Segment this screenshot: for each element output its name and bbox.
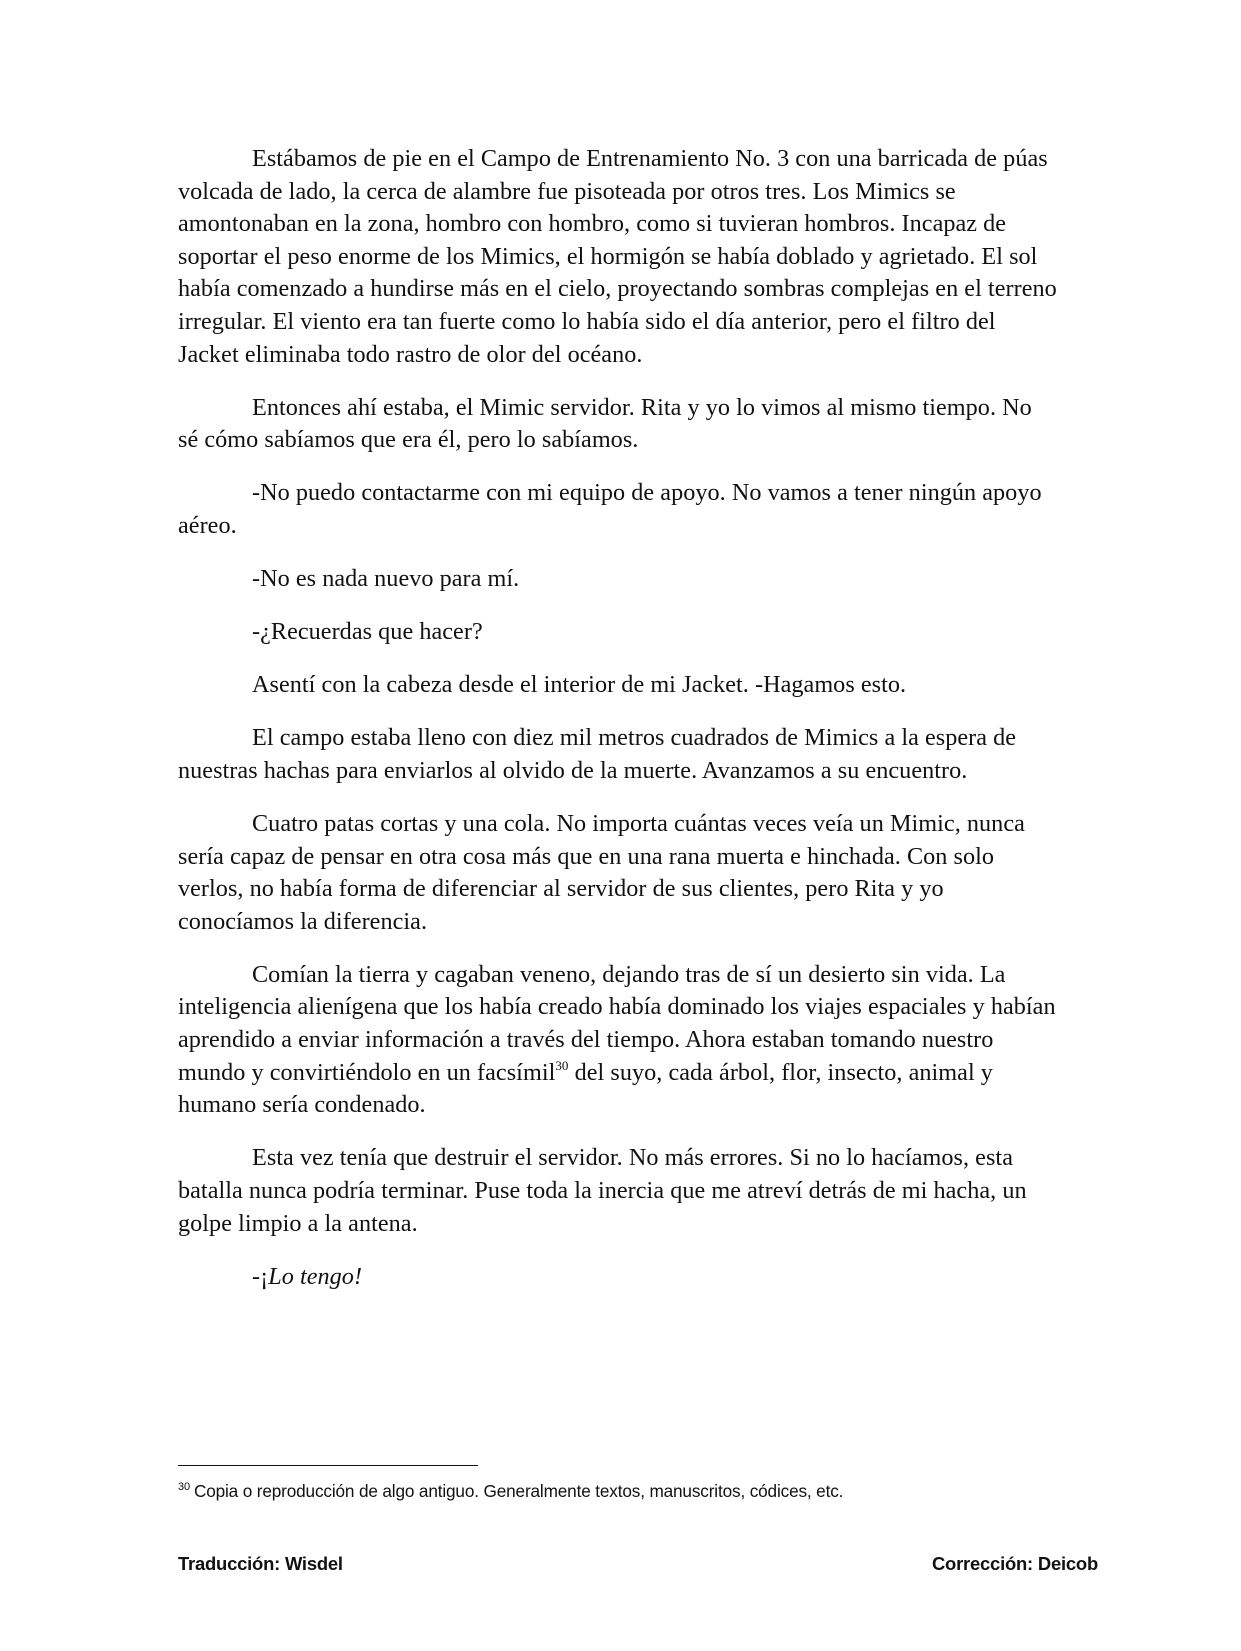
footer-correction-credit: Corrección: Deicob [931, 1553, 1098, 1574]
footnote-reference[interactable]: 30 [555, 1057, 569, 1073]
body-text [178, 143, 1058, 1314]
dialogue-paragraph: -No es nada nuevo para mí. [252, 565, 520, 593]
paragraph: El campo estaba lleno con diez mil metros cuadrados de Mimics a la espera de nuestras hachas para enviarlos al olvido de la muerte. Avanzamos a su encuentro. [178, 724, 1017, 784]
dialogue-paragraph: -¿Recuerdas que hacer? [252, 618, 483, 646]
paragraph: Estábamos de pie en el Campo de Entrenamiento No. 3 con una barricada de púas volcada de lado, la cerca de alambre fue pisoteada por otros tres. Los Mimics se amontonaban en la zona, hombro con hombro, como si tuvieran hombros. Incapaz de soportar el peso enorme de los Mimics, el hormigón se había doblado y agrietado. El sol había comenzado a hundirse más en el cielo, proyectando sombras complejas en el terreno irregular. El viento era tan fuerte como lo había sido el día anterior, pero el filtro del Jacket eliminaba todo rastro de olor del océano. [178, 145, 1057, 368]
dialogue-italic-text: Lo tengo! [268, 1262, 363, 1290]
footnote-text: Copia o reproducción de algo antiguo. Generalmente textos, manuscritos, códices, etc. [193, 1481, 844, 1501]
dialogue-prefix: -¡ [252, 1262, 269, 1290]
dialogue-paragraph: -No puedo contactarme con mi equipo de apoyo. No vamos a tener ningún apoyo aéreo. [178, 479, 1042, 539]
paragraph-text-before: Comían la tierra y cagaban veneno, dejando tras de sí un desierto sin vida. La inteligencia alienígena que los había creado había dominado los viajes espaciales y habían aprendido a enviar información a través del tiempo. Ahora estaban tomando nuestro mundo y convirtiéndolo en un facsímil [178, 960, 1056, 1086]
dialogue-paragraph [178, 1261, 1058, 1294]
footnote-number: 30 [178, 1481, 190, 1493]
footnote-separator [178, 1465, 478, 1466]
paragraph-with-footnote [178, 959, 1058, 1122]
paragraph: Esta vez tenía que destruir el servidor. No más errores. Si no lo hacíamos, esta batalla nunca podría terminar. Puse toda la inercia que me atreví detrás de mi hacha, un golpe limpio a la antena. [178, 1144, 1027, 1237]
paragraph-text-after: del suyo, cada árbol, flor, insecto, animal y humano sería condenado. [178, 1058, 993, 1119]
paragraph: Entonces ahí estaba, el Mimic servidor. Rita y yo lo vimos al mismo tiempo. No sé cómo sabíamos que era él, pero lo sabíamos. [178, 393, 1032, 454]
paragraph: Cuatro patas cortas y una cola. No importa cuántas veces veía un Mimic, nunca sería capaz de pensar en otra cosa más que en una rana muerta e hinchada. Con solo verlos, no había forma de diferenciar al servidor de sus clientes, pero Rita y yo conocíamos la diferencia. [178, 810, 1025, 935]
footnote [178, 1480, 843, 1502]
footer-translation-credit: Traducción: Wisdel [178, 1553, 343, 1574]
paragraph: Asentí con la cabeza desde el interior de mi Jacket. -Hagamos esto. [252, 671, 907, 699]
